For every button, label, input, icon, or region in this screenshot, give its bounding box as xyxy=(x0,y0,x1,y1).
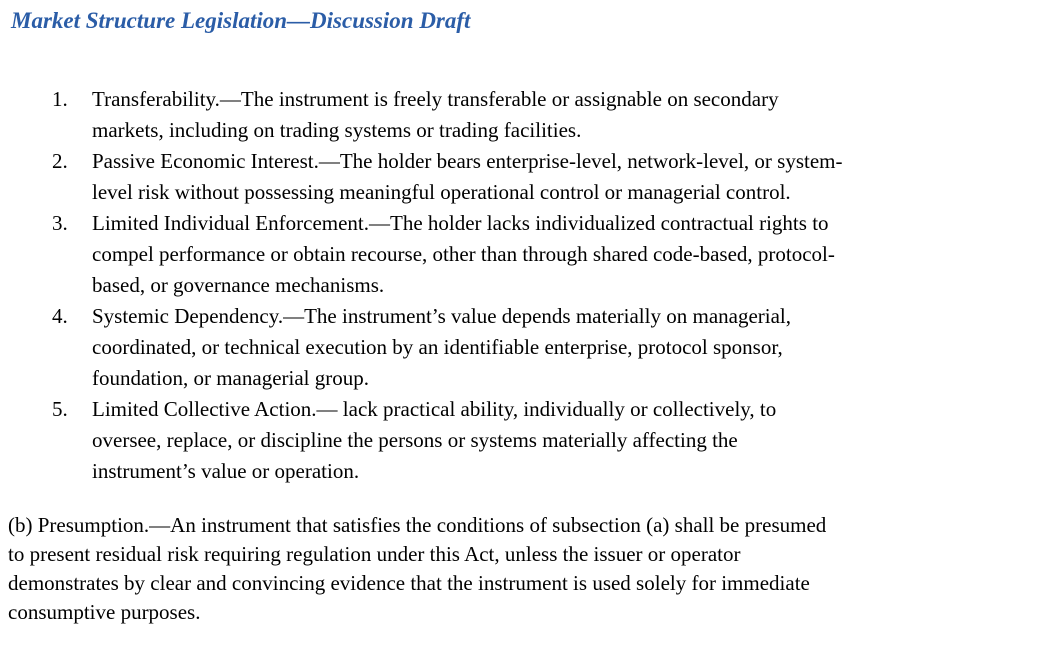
item-number: 3. xyxy=(52,211,68,235)
presumption-paragraph xyxy=(8,511,826,627)
item-number: 2. xyxy=(52,149,68,173)
text-line: Limited Collective Action.— lack practical ability, individually or collectively, to xyxy=(92,397,777,421)
paragraph-line: consumptive purposes. xyxy=(8,600,201,624)
text-line: foundation, or managerial group. xyxy=(92,366,369,390)
paragraph-line: to present residual risk requiring regulation under this Act, unless the issuer or operator xyxy=(8,542,741,566)
item-text xyxy=(92,301,843,394)
condition-item-2 xyxy=(0,146,843,208)
text-line: oversee, replace, or discipline the persons or systems materially affecting the xyxy=(92,428,738,452)
item-text xyxy=(92,394,843,487)
text-line: Transferability.—The instrument is freely transferable or assignable on secondary xyxy=(92,87,779,111)
item-number: 4. xyxy=(52,304,68,328)
text-line: level risk without possessing meaningful operational control or managerial control. xyxy=(92,180,791,204)
item-number: 5. xyxy=(52,397,68,421)
text-line: coordinated, or technical execution by an identifiable enterprise, protocol sponsor, xyxy=(92,335,783,359)
text-line: Passive Economic Interest.—The holder bears enterprise-level, network-level, or system- xyxy=(92,149,843,173)
text-line: Limited Individual Enforcement.—The holder lacks individualized contractual rights to xyxy=(92,211,829,235)
item-text xyxy=(92,84,843,146)
condition-item-3 xyxy=(0,208,843,301)
text-line: instrument’s value or operation. xyxy=(92,459,360,483)
conditions-list xyxy=(0,84,843,487)
item-text xyxy=(92,208,843,301)
paragraph-line: (b) Presumption.—An instrument that satisfies the conditions of subsection (a) shall be presumed xyxy=(8,513,827,537)
document-title: Market Structure Legislation—Discussion Draft xyxy=(11,8,471,33)
text-line: compel performance or obtain recourse, other than through shared code-based, protocol- xyxy=(92,242,835,266)
text-line: Systemic Dependency.—The instrument’s value depends materially on managerial, xyxy=(92,304,792,328)
text-line: based, or governance mechanisms. xyxy=(92,273,385,297)
condition-item-1 xyxy=(0,84,843,146)
condition-item-4 xyxy=(0,301,843,394)
item-number: 1. xyxy=(52,87,68,111)
item-text xyxy=(92,146,843,208)
condition-item-5 xyxy=(0,394,843,487)
text-line: markets, including on trading systems or trading facilities. xyxy=(92,118,582,142)
paragraph-line: demonstrates by clear and convincing evidence that the instrument is used solely for immediate xyxy=(8,571,810,595)
